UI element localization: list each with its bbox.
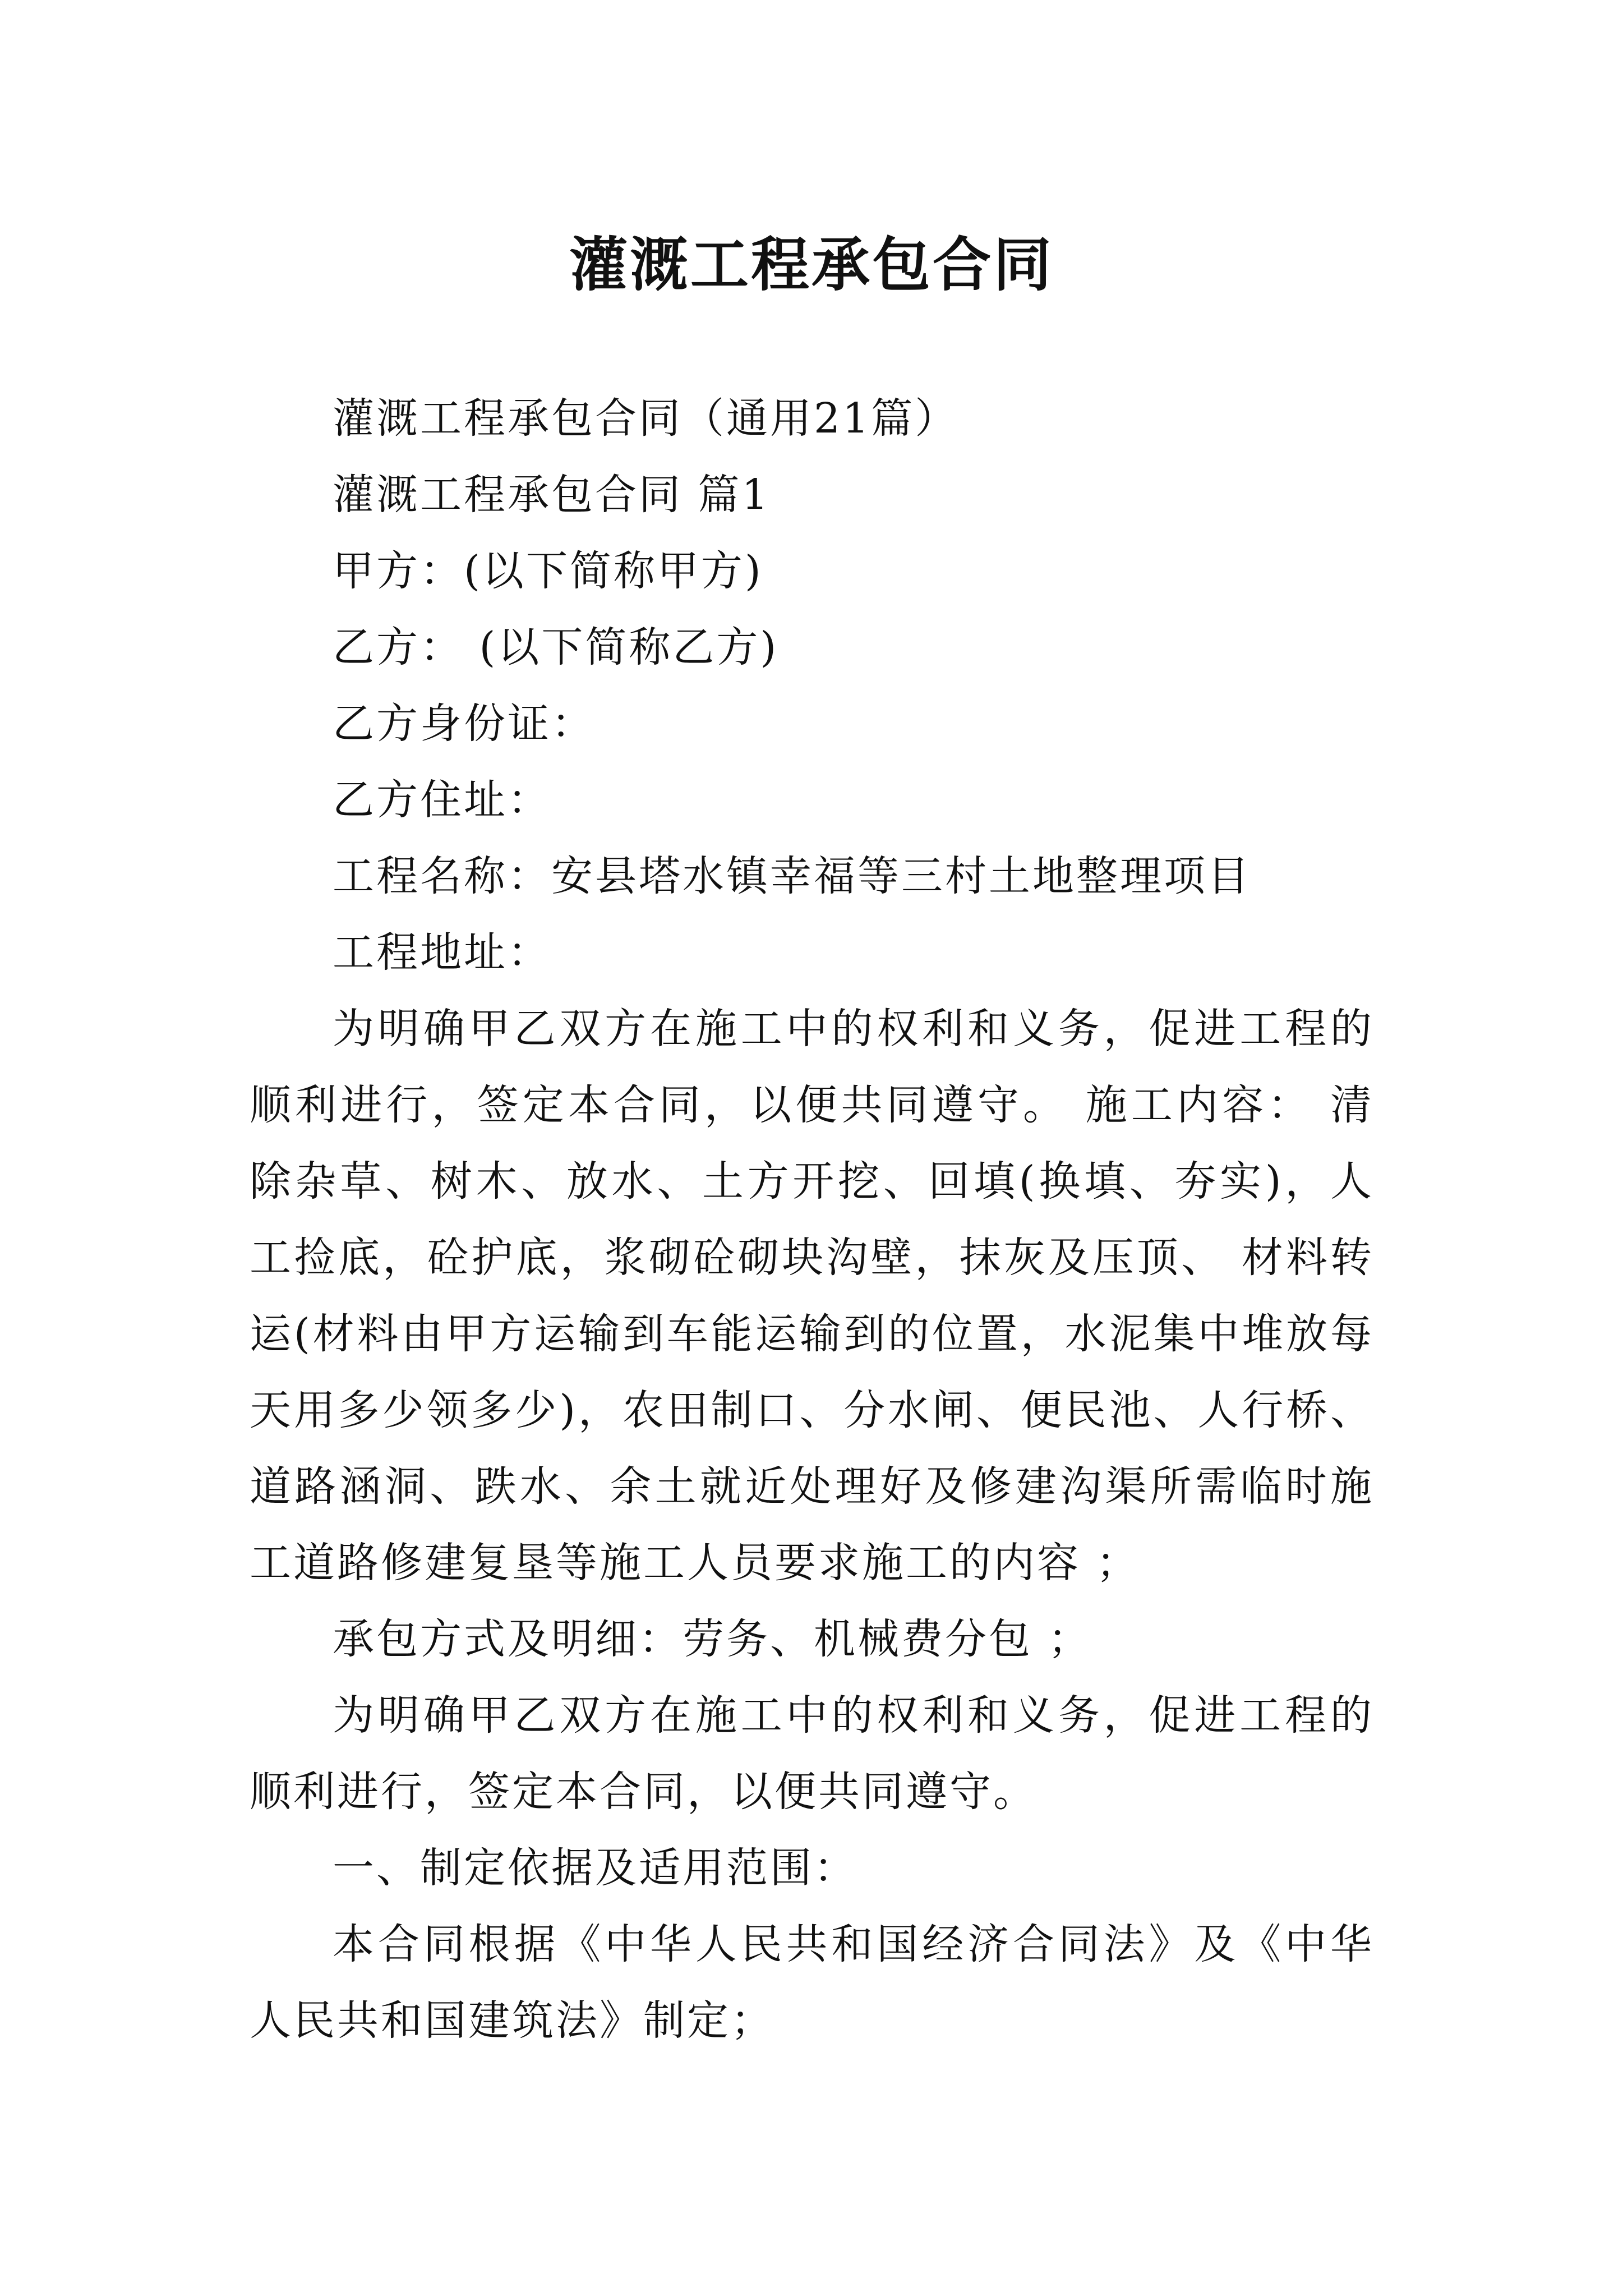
paragraph-scope-of-work: 为明确甲乙双方在施工中的权利和义务，促进工程的顺利进行，签定本合同，以便共同遵守。 施工内容： 清除杂草、树木、放水、土方开挖、回填(换填、夯实)，人工捡底，砼护底，浆砌砼砌块沟壁，抹灰及压顶、 材料转运(材料由甲方运输到车能运输到的位置，水泥集中堆放每天用多少领多少)，农田制口、分水闸、便民池、人行桥、道路涵洞、跌水、余土就近处理好及修建沟渠所需临时施工道路修建复垦等施工人员要求施工的内容 ； <box>250 1005 1374 1587</box>
document-title: 灌溉工程承包合同 <box>569 229 1054 299</box>
paragraph-purpose: 为明确甲乙双方在施工中的权利和义务，促进工程的顺利进行，签定本合同，以便共同遵守。 <box>250 1691 1374 1816</box>
paragraph-party-b: 乙方： (以下简称乙方) <box>333 623 779 671</box>
paragraph-party-b-address: 乙方住址： <box>333 776 551 824</box>
paragraph-project-address: 工程地址： <box>333 928 551 977</box>
paragraph-subtitle: 灌溉工程承包合同（通用21篇） <box>333 394 959 443</box>
paragraph-section-heading: 灌溉工程承包合同 篇1 <box>333 471 771 519</box>
paragraph-project-name: 工程名称：安县塔水镇幸福等三村土地整理项目 <box>333 852 1251 900</box>
paragraph-contract-method: 承包方式及明细：劳务、机械费分包 ； <box>333 1615 1092 1663</box>
paragraph-party-b-id: 乙方身份证： <box>333 700 595 748</box>
paragraph-party-a: 甲方：(以下简称甲方) <box>333 547 763 595</box>
paragraph-legal-basis: 本合同根据《中华人民共和国经济合同法》及《中华人民共和国建筑法》制定； <box>250 1920 1374 2045</box>
document-body <box>250 380 1374 2059</box>
paragraph-clause-one-heading: 一、制定依据及适用范围： <box>333 1844 857 1892</box>
